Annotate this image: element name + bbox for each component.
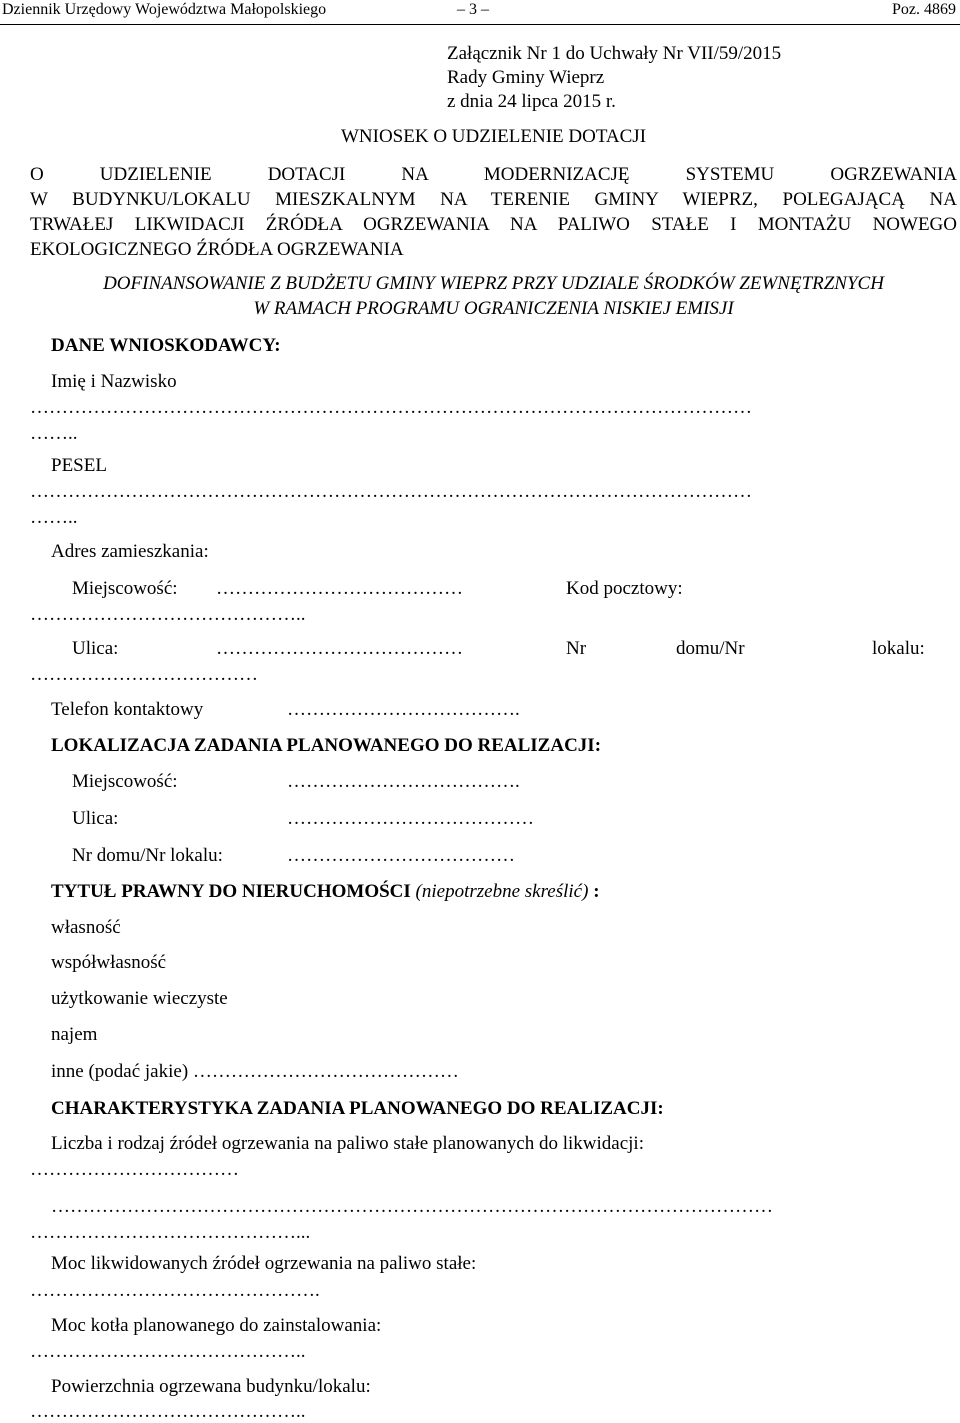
subject-line: W BUDYNKU/LOKALU MIESZKALNYM NA TERENIE GMINY WIEPRZ, POLEGAJĄCĄ NA [30, 189, 957, 210]
location-heading: LOKALIZACJA ZADANIA PLANOWANEGO DO REALIZACJI: [51, 735, 602, 756]
street-label: Ulica: [72, 638, 119, 659]
annex-line: z dnia 24 lipca 2015 r. [447, 91, 616, 112]
postcode-field[interactable]: …………………………………….. [30, 604, 306, 625]
legal-option-co-ownership[interactable]: współwłasność [51, 952, 167, 973]
locality-field[interactable]: ………………………………… [216, 578, 463, 599]
legal-option-lease[interactable]: najem [51, 1024, 98, 1045]
pesel-field-continuation[interactable]: …….. [30, 507, 78, 528]
phone-field[interactable]: ………………………………. [287, 699, 520, 720]
removed-power-field[interactable]: ………………………………………. [30, 1280, 320, 1301]
annex-line: Rady Gminy Wieprz [447, 67, 605, 88]
street-field[interactable]: ………………………………… [216, 638, 463, 659]
address-label: Adres zamieszkania: [51, 541, 209, 562]
pesel-field[interactable]: …………………………………………………………………………………………………… [30, 481, 752, 502]
applicant-heading: DANE WNIOSKODAWCY: [51, 335, 281, 356]
sources-label: Liczba i rodzaj źródeł ogrzewania na paliwo stałe planowanych do likwidacji: [51, 1133, 644, 1154]
annex-block [447, 42, 781, 114]
annex-line: Załącznik Nr 1 do Uchwały Nr VII/59/2015 [447, 43, 782, 64]
phone-label: Telefon kontaktowy [51, 699, 204, 720]
house-number-label-c: lokalu: [872, 638, 925, 659]
boiler-power-field[interactable]: …………………………………….. [30, 1341, 306, 1362]
boiler-power-label: Moc kotła planowanego do zainstalowania: [51, 1315, 382, 1336]
page-header [0, 0, 960, 25]
page-number: – 3 – [457, 1, 489, 18]
legal-option-perpetual-usufruct[interactable]: użytkowanie wieczyste [51, 988, 228, 1009]
legal-option-other[interactable] [51, 1061, 459, 1083]
location-locality-label: Miejscowość: [72, 771, 178, 792]
sources-field[interactable]: …………………………… [30, 1159, 239, 1180]
location-street-label: Ulica: [72, 808, 119, 829]
name-field-continuation[interactable]: …….. [30, 423, 78, 444]
journal-title: Dziennik Urzędowy Województwa Małopolskiego [2, 1, 327, 18]
location-locality-field[interactable]: ………………………………. [287, 771, 520, 792]
funding-line: W RAMACH PROGRAMU OGRANICZENIA NISKIEJ EMISJI [253, 298, 734, 319]
house-number-field[interactable]: ……………………………… [30, 664, 258, 685]
legal-option-ownership[interactable]: własność [51, 917, 121, 938]
locality-label: Miejscowość: [72, 578, 178, 599]
legal-option-other-label: inne (podać jakie) [51, 1061, 189, 1082]
legal-title-heading-line [51, 881, 600, 903]
house-number-label-b: domu/Nr [676, 638, 745, 659]
name-label: Imię i Nazwisko [51, 371, 177, 392]
legal-option-other-field[interactable]: …………………………………… [192, 1061, 459, 1082]
heated-area-label: Powierzchnia ogrzewana budynku/lokalu: [51, 1376, 371, 1397]
funding-line: DOFINANSOWANIE Z BUDŻETU GMINY WIEPRZ PRZY UDZIALE ŚRODKÓW ZEWNĘTRZNYCH [103, 273, 884, 294]
sources-field-line3[interactable]: ……………………………………... [30, 1222, 311, 1243]
legal-title-heading: TYTUŁ PRAWNY DO NIERUCHOMOŚCI [51, 881, 411, 902]
location-house-label: Nr domu/Nr lokalu: [72, 845, 223, 866]
characteristics-heading: CHARAKTERYSTYKA ZADANIA PLANOWANEGO DO REALIZACJI: [51, 1098, 664, 1119]
removed-power-label: Moc likwidowanych źródeł ogrzewania na paliwo stałe: [51, 1253, 477, 1274]
document-title: WNIOSEK O UDZIELENIE DOTACJI [340, 126, 647, 147]
name-field[interactable]: …………………………………………………………………………………………………… [30, 397, 752, 418]
pesel-label: PESEL [51, 455, 107, 476]
legal-title-colon: : [588, 881, 600, 902]
location-street-field[interactable]: ………………………………… [287, 808, 534, 829]
postcode-label: Kod pocztowy: [566, 578, 683, 599]
house-number-label-a: Nr [566, 638, 587, 659]
sources-field-line2[interactable]: …………………………………………………………………………………………………… [51, 1196, 773, 1217]
subject-line: TRWAŁEJ LIKWIDACJI ŹRÓDŁA OGRZEWANIA NA PALIWO STAŁE I MONTAŻU NOWEGO [30, 214, 957, 235]
subject-line: O UDZIELENIE DOTACJI NA MODERNIZACJĘ SYSTEMU OGRZEWANIA [30, 164, 957, 185]
subject-line: EKOLOGICZNEGO ŹRÓDŁA OGRZEWANIA [30, 239, 404, 260]
legal-title-note: (niepotrzebne skreślić) [415, 881, 589, 902]
heated-area-field[interactable]: …………………………………….. [30, 1401, 306, 1422]
location-house-field[interactable]: ……………………………… [287, 845, 515, 866]
position-number: Poz. 4869 [892, 1, 956, 18]
